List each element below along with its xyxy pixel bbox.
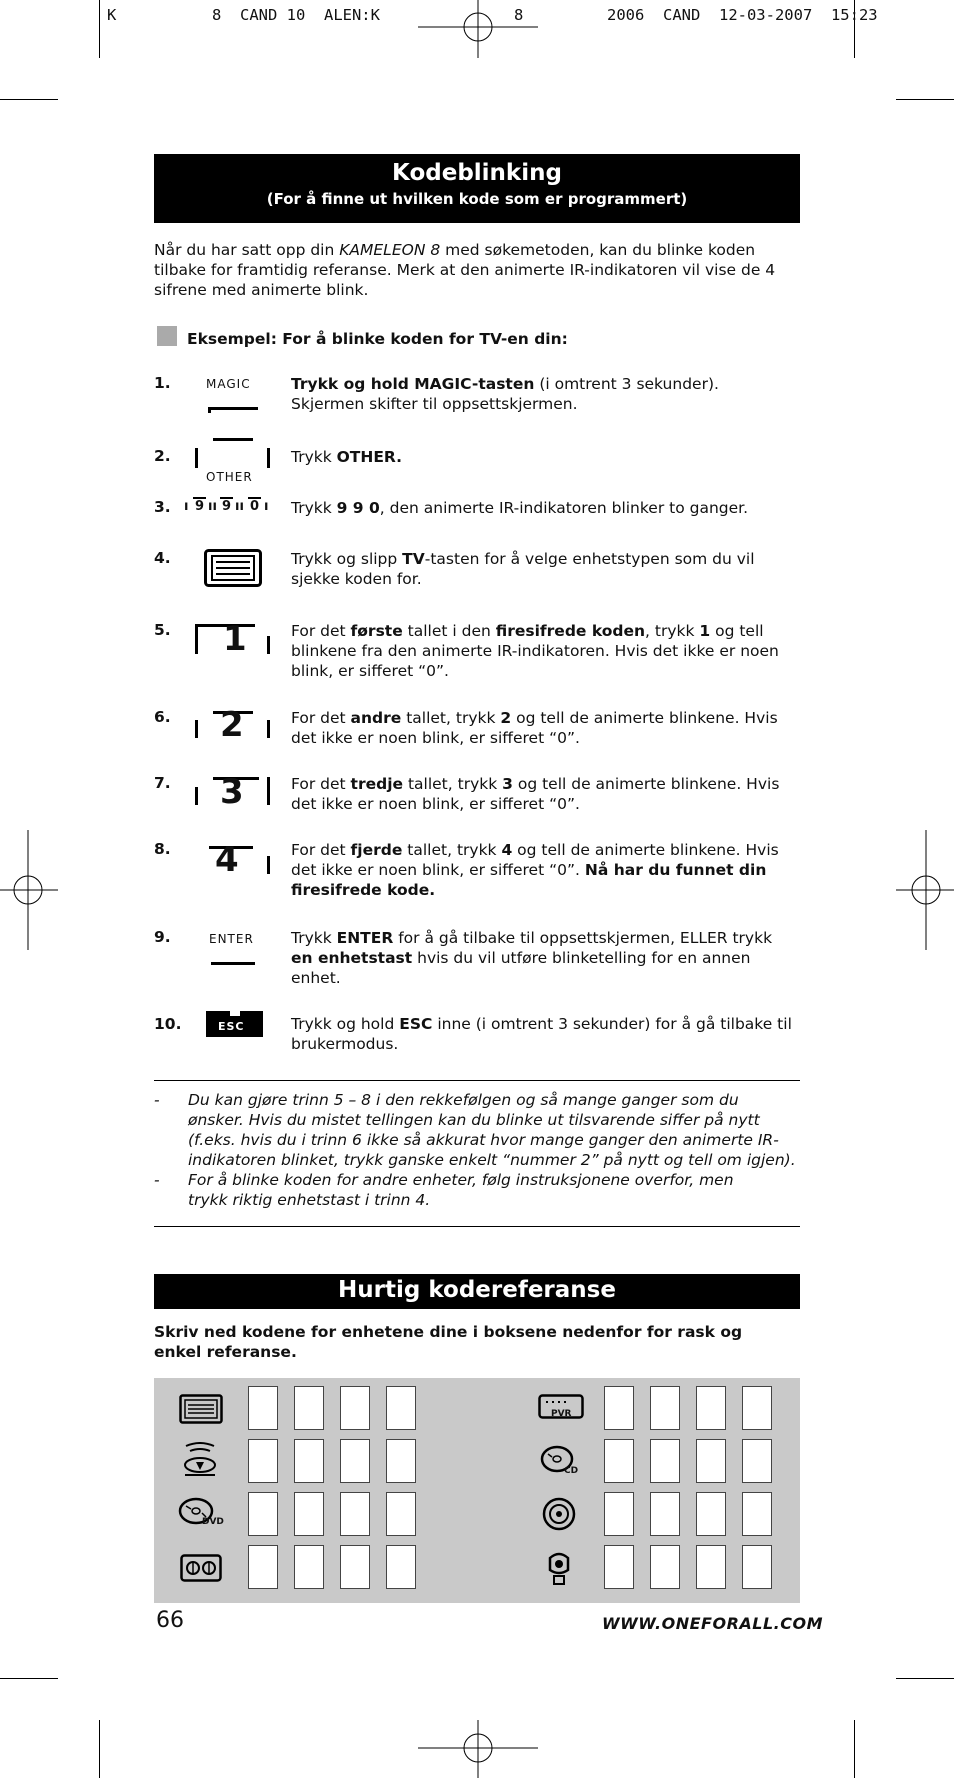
step-bold: TV [402,550,425,568]
code-digit-box [340,1545,370,1589]
step-bold: 9 9 0 [336,499,380,517]
key-bracket-left [195,720,198,738]
hurtig-kodereferanse-header [154,1274,800,1309]
step-text-span: og tell de animerte blinkene. Hvis [512,775,780,793]
satellite-icon [180,1442,220,1478]
note-line: ønsker. Hvis du mistet tellingen kan du blinke ut tilsvarende siffer på nytt [188,1111,760,1129]
step-text-span: blink, er sifferet “0”. [291,662,449,680]
code-reference-grid [154,1378,800,1603]
step-7-text [291,774,803,814]
other-key-label: OTHER [206,470,253,484]
step-bold: Trykk og hold MAGIC-tasten [291,375,535,393]
step-text-span: for å gå tilbake til oppsettskjermen, ELLER trykk [393,929,773,947]
step-number: 8. [154,840,171,858]
step-text-span: tallet, trykk [402,841,502,859]
code-digit-box [604,1439,634,1483]
digit-0-key: 0 [250,499,260,514]
notes [154,1090,804,1210]
magic-key-icon [208,407,258,410]
dvd-label: DVD [202,1517,224,1527]
digit-3-key-icon: 3 [220,772,244,812]
code-digit-box [294,1545,324,1589]
key-bracket-left [195,787,198,805]
website-link[interactable]: WWW.ONEFORALL.COM [602,1614,824,1633]
esc-key-label: ESC [218,1020,245,1033]
key-bracket-right [267,636,270,654]
divider [154,1080,800,1081]
step-text-span: Trykk [291,499,337,517]
print-slug-mid: 8 CAND 10 ALEN:K [212,6,380,24]
divider [154,1226,800,1227]
intro-text: Skriv ned kodene for enhetene dine i boksene nedenfor for rask og [154,1323,743,1341]
step-text-span: tallet, trykk [403,775,503,793]
code-digit-box [742,1545,772,1589]
code-digit-box [604,1386,634,1430]
code-digit-box [696,1545,726,1589]
print-page-mark: 8 [514,6,524,24]
step-text-span: det ikke er noen blink, er sifferet “0”. [291,795,580,813]
code-digit-box [650,1492,680,1536]
code-digit-box [386,1386,416,1430]
enter-key-label: ENTER [209,932,254,946]
step-number: 6. [154,708,171,726]
key-bracket-right [267,448,270,468]
note-line: indikatoren blinket, trykk ganske enkelt “nummer 2” på nytt og tell om igjen). [188,1151,796,1169]
intro-paragraph [154,240,804,300]
code-digit-box [604,1492,634,1536]
code-digit-box [742,1439,772,1483]
section-title: Hurtig kodereferanse [338,1277,616,1303]
code-digit-box [294,1492,324,1536]
step-number: 5. [154,621,171,639]
step-text-span: det ikke er noen blink, er sifferet “0”. [291,861,585,879]
step-text-span: (i omtrent 3 sekunder). [534,375,719,393]
note-line: (f.eks. hvis du i trinn 6 ikke så akkurat hvor mange ganger den animerte IR- [188,1131,779,1149]
step-text-span: sjekke koden for. [291,570,422,588]
vcr-icon [180,1554,222,1582]
key-bracket-right [267,777,270,805]
tv-key-icon [204,549,262,587]
code-digit-box [340,1492,370,1536]
code-digit-box [386,1545,416,1589]
step-bold: 3 [502,775,513,793]
step-6-text [291,708,803,748]
digit-2-key-icon: 2 [220,705,244,745]
key-bracket-right [267,856,270,874]
bullet-dash: - [154,1171,160,1189]
step-bold: tredje [350,775,404,793]
example-label: Eksempel: For å blinke koden for TV-en din: [187,330,568,348]
step-text-span: og tell [710,622,764,640]
code-digit-box [604,1545,634,1589]
step-bold: første [350,622,403,640]
page-title: Kodeblinking [392,160,562,186]
key-bracket-left [195,624,198,654]
step-number: 2. [154,447,171,465]
step-bold: andre [350,709,402,727]
digit-9-key: 9 [195,499,205,514]
code-digit-box [386,1439,416,1483]
step-text-span: , trykk [645,622,700,640]
step-number: 9. [154,928,171,946]
registration-mark-right [896,830,954,950]
code-digit-box [650,1545,680,1589]
step-number: 4. [154,549,171,567]
step-bold: firesifrede kode. [291,881,436,899]
kodeblinking-header [154,154,800,223]
cd-label: CD [564,1466,579,1476]
key-bracket-left [195,448,198,468]
step-9-text [291,928,803,988]
note-line: trykk riktig enhetstast i trinn 4. [188,1191,431,1209]
esc-key-icon [206,1011,263,1037]
code-digit-box [386,1492,416,1536]
step-bold: en enhetstast [291,949,413,967]
code-digit-box [248,1439,278,1483]
step-text-span: Skjermen skifter til oppsettskjermen. [291,395,578,413]
page-number: 66 [156,1608,184,1633]
code-digit-box [248,1492,278,1536]
code-digit-box [340,1386,370,1430]
step-bold: 2 [500,709,512,727]
step-text-span: For det [291,841,351,859]
example-marker [157,326,177,346]
step-text-span: tallet i den [402,622,496,640]
enter-key-icon [211,962,255,965]
home-automation-icon [544,1552,574,1588]
step-4-text [291,549,803,589]
step-text-span: inne (i omtrent 3 sekunder) for å gå tilbake til [432,1015,792,1033]
code-digit-box [650,1439,680,1483]
step-text-span: Trykk og slipp [291,550,403,568]
digit-keys-icon: ı 9 ıı 9 ıı 0 ı [184,499,269,514]
step-bold: OTHER. [336,448,403,466]
step-text-span: For det [291,775,351,793]
key-bracket-right [267,720,270,738]
step-2-text [291,447,803,467]
step-bold: fjerde [350,841,403,859]
section2-intro [154,1322,804,1362]
digit-4-key-icon: 4 [215,840,239,880]
step-bold: firesifrede koden [495,622,646,640]
code-digit-box [248,1545,278,1589]
code-digit-box [340,1439,370,1483]
step-bold: Nå har du funnet din [584,861,767,879]
step-text-span: Trykk [291,929,337,947]
step-number: 7. [154,774,171,792]
print-slug-right: 2006 CAND 12-03-2007 15:23 [607,6,878,24]
step-1-text [291,374,803,414]
code-digit-box [294,1386,324,1430]
step-text-span: hvis du vil utføre blinketelling for en annen [412,949,751,967]
step-text-span: Trykk og hold [291,1015,400,1033]
code-digit-box [696,1439,726,1483]
code-digit-box [696,1386,726,1430]
step-bold: ESC [399,1015,433,1033]
digit-1-key-icon: 1 [223,619,247,659]
step-number: 10. [154,1015,182,1033]
intro-text: sifrene med animerte blink. [154,281,369,299]
code-digit-box [742,1386,772,1430]
step-text-span: blinkene fra den animerte IR-indikatoren. Hvis det ikke er noen [291,642,779,660]
step-text-span: og tell de animerte blinkene. Hvis [511,709,778,727]
step-text-span: For det [291,622,351,640]
digit-9-key: 9 [222,499,232,514]
intro-text: Når du har satt opp din [154,241,340,259]
step-3-text [291,498,803,518]
code-digit-box [696,1492,726,1536]
magic-key-notch [208,407,211,413]
intro-text: tilbake for framtidig referanse. Merk at den animerte IR-indikatoren vil vise de 4 [154,261,776,279]
step-number: 1. [154,374,171,392]
step-text-span: og tell de animerte blinkene. Hvis [512,841,779,859]
step-8-text [291,840,803,900]
step-5-text [291,621,803,681]
bullet-dash: - [154,1091,160,1109]
intro-text: med søkemetoden, kan du blinke koden [440,241,756,259]
step-text-span: enhet. [291,969,341,987]
step-text-span: Trykk [291,448,337,466]
print-code-left: K [107,6,117,24]
pvr-label: PVR [551,1409,572,1419]
registration-mark-bottom [418,1720,538,1778]
registration-mark-left [0,830,58,950]
magic-key-label: MAGIC [206,377,251,391]
page-subtitle: (For å finne ut hvilken kode som er programmert) [266,190,688,208]
code-digit-box [248,1386,278,1430]
step-text-span: For det [291,709,351,727]
product-name: KAMELEON 8 [339,241,441,259]
step-bold: ENTER [336,929,394,947]
tv-icon [179,1394,223,1424]
step-number: 3. [154,498,171,516]
step-text-span: det ikke er noen blink, er sifferet “0”. [291,729,580,747]
step-bold: 4 [501,841,513,859]
step-text-span: brukermodus. [291,1035,399,1053]
step-text-span: -tasten for å velge enhetstypen som du vil [424,550,755,568]
code-digit-box [294,1439,324,1483]
code-digit-box [742,1492,772,1536]
note-line: Du kan gjøre trinn 5 – 8 i den rekkefølgen og så mange ganger som du [188,1091,739,1109]
audio-icon [541,1496,577,1532]
other-key-icon [213,438,253,441]
code-digit-box [650,1386,680,1430]
note-line: For å blinke koden for andre enheter, følg instruksjonene overfor, men [188,1171,734,1189]
step-10-text [291,1014,803,1054]
step-bold: 1 [699,622,711,640]
step-text-span: tallet, trykk [401,709,501,727]
step-text-span: , den animerte IR-indikatoren blinker to ganger. [379,499,749,517]
intro-text: enkel referanse. [154,1343,297,1361]
